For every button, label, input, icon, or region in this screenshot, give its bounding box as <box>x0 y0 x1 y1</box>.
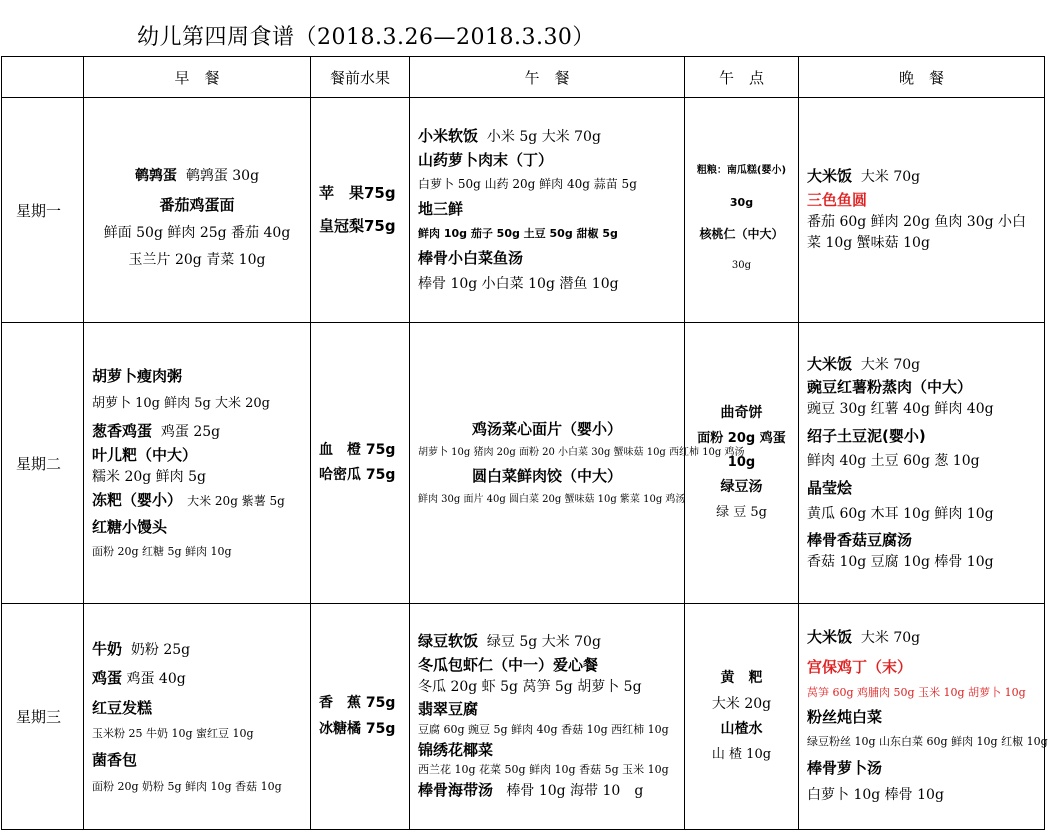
dish-name: 山药萝卜肉末（丁） <box>418 150 554 169</box>
ingredients: 玉米粉 25 牛奶 10g 蜜红豆 10g <box>92 727 254 741</box>
fruit-item: 苹 果75g <box>319 184 396 203</box>
header-lunch: 午 餐 <box>410 57 685 98</box>
ingredients: 面粉 20g 奶粉 5g 鲜肉 10g 香菇 10g <box>92 779 282 793</box>
header-row <box>2 57 1045 98</box>
dish-name: 地三鲜 <box>418 200 464 219</box>
dish-name: 棒骨小白菜鱼汤 <box>418 248 524 267</box>
ingredients: 大米 70g <box>860 630 921 647</box>
ingredients: 大米 70g <box>860 169 921 186</box>
snack-item: 核桃仁（中大） <box>699 227 784 242</box>
lunch-cell <box>410 604 685 830</box>
ingredients: 豌豆 30g 红薯 40g 鲜肉 40g <box>807 401 994 417</box>
breakfast-cell <box>84 98 311 323</box>
fruit-cell <box>311 323 410 604</box>
dish-name: 鹌鹑蛋 <box>134 168 177 185</box>
dinner-cell <box>799 323 1045 604</box>
fruit-item: 哈密瓜 75g <box>319 467 396 483</box>
snack-amount: 大米 20g <box>711 695 772 712</box>
snack-cell <box>685 98 799 323</box>
dish-name: 粉丝炖白菜 <box>807 708 883 727</box>
dish-name: 绍子土豆泥(婴小) <box>807 426 926 445</box>
snack-amount: 30g <box>731 260 752 272</box>
fruit-cell <box>311 98 410 323</box>
snack-item: 黄 粑 <box>720 670 763 687</box>
dish-name: 冬瓜包虾仁（中一）爱心餐 <box>418 655 599 674</box>
fruit-item: 皇冠梨75g <box>319 217 396 235</box>
snack-amount: 绿 豆 5g <box>716 504 767 520</box>
header-fruit: 餐前水果 <box>311 57 410 98</box>
dish-name: 大米饭 <box>807 167 853 186</box>
fruit-cell <box>311 604 410 830</box>
ingredients: 绿豆 5g 大米 70g <box>486 634 601 651</box>
ingredients: 黄瓜 60g 木耳 10g 鲜肉 10g <box>807 505 994 522</box>
snack-amount: 10g <box>727 454 756 470</box>
ingredients: 玉兰片 20g 青菜 10g <box>128 252 266 269</box>
ingredients: 胡萝卜 10g 猪肉 20g 面粉 20 小白菜 30g 蟹味菇 10g 西红柿 10g 鸡汤 <box>418 446 745 458</box>
ingredients: 白萝卜 10g 棒骨 10g <box>807 787 944 804</box>
page-title: 幼儿第四周食谱（2018.3.26—2018.3.30） <box>137 25 595 50</box>
header-breakfast: 早 餐 <box>84 57 311 98</box>
ingredients: 鲜肉 30g 面片 40g 圆白菜 20g 蟹味菇 10g 紫菜 10g 鸡汤 <box>418 493 686 505</box>
dish-name: 棒骨香菇豆腐汤 <box>807 531 913 549</box>
snack-amount: 山 楂 10g <box>711 746 772 762</box>
dish-name: 叶儿粑（中大） <box>92 445 198 464</box>
dish-name: 葱香鸡蛋 <box>92 422 153 441</box>
ingredients: 鸡蛋 40g <box>126 671 186 687</box>
dish-name: 三色鱼圆 <box>807 190 868 209</box>
ingredients: 菜 10g 蟹味菇 10g <box>807 235 930 252</box>
dish-name: 小米软饭 <box>418 127 479 145</box>
ingredients: 鹌鹑蛋 30g <box>185 168 260 185</box>
dinner-cell <box>799 98 1045 323</box>
dish-name: 锦绣花椰菜 <box>418 740 494 759</box>
ingredients: 冬瓜 20g 虾 5g 莴笋 5g 胡萝卜 5g <box>418 678 642 695</box>
dish-name: 菌香包 <box>92 751 138 769</box>
snack-amount: 30g <box>729 195 754 209</box>
day-label: 星期一 <box>2 98 84 323</box>
dish-name: 红豆发糕 <box>92 698 153 717</box>
header-snack: 午 点 <box>685 57 799 98</box>
day-label: 星期三 <box>2 604 84 830</box>
ingredients: 棒骨 10g 小白菜 10g 潜鱼 10g <box>418 275 619 292</box>
dish-name: 豌豆红薯粉蒸肉（中大） <box>807 378 973 397</box>
dish-name: 冻粑（婴小） <box>92 491 183 510</box>
menu-table <box>1 56 1048 830</box>
row-monday <box>2 98 1045 323</box>
dish-name: 圆白菜鲜肉饺（中大） <box>471 467 622 485</box>
dish-name: 大米饭 <box>807 354 853 373</box>
dish-name: 牛奶 <box>92 639 123 658</box>
ingredients: 大米 70g <box>860 356 921 373</box>
ingredients: 奶粉 25g <box>130 641 191 658</box>
snack-item: 绿豆汤 <box>720 479 763 496</box>
day-label: 星期二 <box>2 323 84 604</box>
breakfast-cell <box>84 323 311 604</box>
snack-item: 粗粮：南瓜糕(婴小) <box>696 165 787 177</box>
dish-name: 宫保鸡丁（末） <box>807 657 913 676</box>
dish-name: 胡萝卜瘦肉粥 <box>92 367 183 386</box>
ingredients: 番茄 60g 鲜肉 20g 鱼肉 30g 小白 <box>807 213 1027 230</box>
row-tuesday <box>2 323 1045 604</box>
dish-name: 鸡汤菜心面片（婴小） <box>471 419 622 438</box>
row-wednesday <box>2 604 1045 830</box>
dish-name: 绿豆软饭 <box>418 632 479 651</box>
dish-name: 鸡蛋 <box>92 669 123 687</box>
snack-cell <box>685 604 799 830</box>
ingredients: 大米 20g 紫薯 5g <box>187 494 285 509</box>
dish-name: 大米饭 <box>807 628 853 647</box>
snack-amount: 面粉 20g 鸡蛋 <box>697 430 786 446</box>
dish-name: 棒骨海带汤 <box>418 781 494 800</box>
snack-item: 曲奇饼 <box>720 405 763 422</box>
lunch-cell <box>410 98 685 323</box>
ingredients: 面粉 20g 红糖 5g 鲜肉 10g <box>92 544 232 558</box>
dish-name: 番茄鸡蛋面 <box>159 195 235 214</box>
fruit-item: 冰糖橘 75g <box>319 720 396 737</box>
dish-name: 晶莹烩 <box>807 478 853 497</box>
ingredients: 鲜面 50g 鲜肉 25g 番茄 40g <box>103 224 291 241</box>
snack-item: 山楂水 <box>720 721 763 738</box>
ingredients: 豆腐 60g 豌豆 5g 鲜肉 40g 香菇 10g 西红柿 10g <box>418 722 669 736</box>
dish-name: 红糖小馒头 <box>92 518 168 537</box>
ingredients: 白萝卜 50g 山药 20g 鲜肉 40g 蒜苗 5g <box>418 177 637 192</box>
dinner-cell <box>799 604 1048 830</box>
ingredients: 小米 5g 大米 70g <box>486 129 601 145</box>
header-corner <box>2 57 84 98</box>
breakfast-cell <box>84 604 311 830</box>
dish-name: 翡翠豆腐 <box>418 700 479 719</box>
fruit-item: 香 蕉 75g <box>319 695 396 711</box>
ingredients: 西兰花 10g 花菜 50g 鲜肉 10g 香菇 5g 玉米 10g <box>418 763 669 777</box>
ingredients: 绿豆粉丝 10g 山东白菜 60g 鲜肉 10g 红椒 10g <box>807 734 1048 748</box>
ingredients: 胡萝卜 10g 鲜肉 5g 大米 20g <box>92 396 270 412</box>
fruit-item: 血 橙 75g <box>319 441 396 458</box>
ingredients: 鲜肉 40g 土豆 60g 葱 10g <box>807 453 980 470</box>
ingredients: 糯米 20g 鲜肉 5g <box>92 468 206 485</box>
ingredients: 莴笋 60g 鸡脯肉 50g 玉米 10g 胡萝卜 10g <box>807 686 1026 700</box>
ingredients: 鸡蛋 25g <box>160 424 221 441</box>
ingredients: 棒骨 10g 海带 10 g <box>506 783 644 800</box>
dish-name: 棒骨萝卜汤 <box>807 758 883 777</box>
ingredients: 鲜肉 10g 茄子 50g 土豆 50g 甜椒 5g <box>418 227 618 240</box>
header-dinner: 晚 餐 <box>799 57 1045 98</box>
ingredients: 香菇 10g 豆腐 10g 棒骨 10g <box>807 553 994 570</box>
snack-cell <box>685 323 799 604</box>
